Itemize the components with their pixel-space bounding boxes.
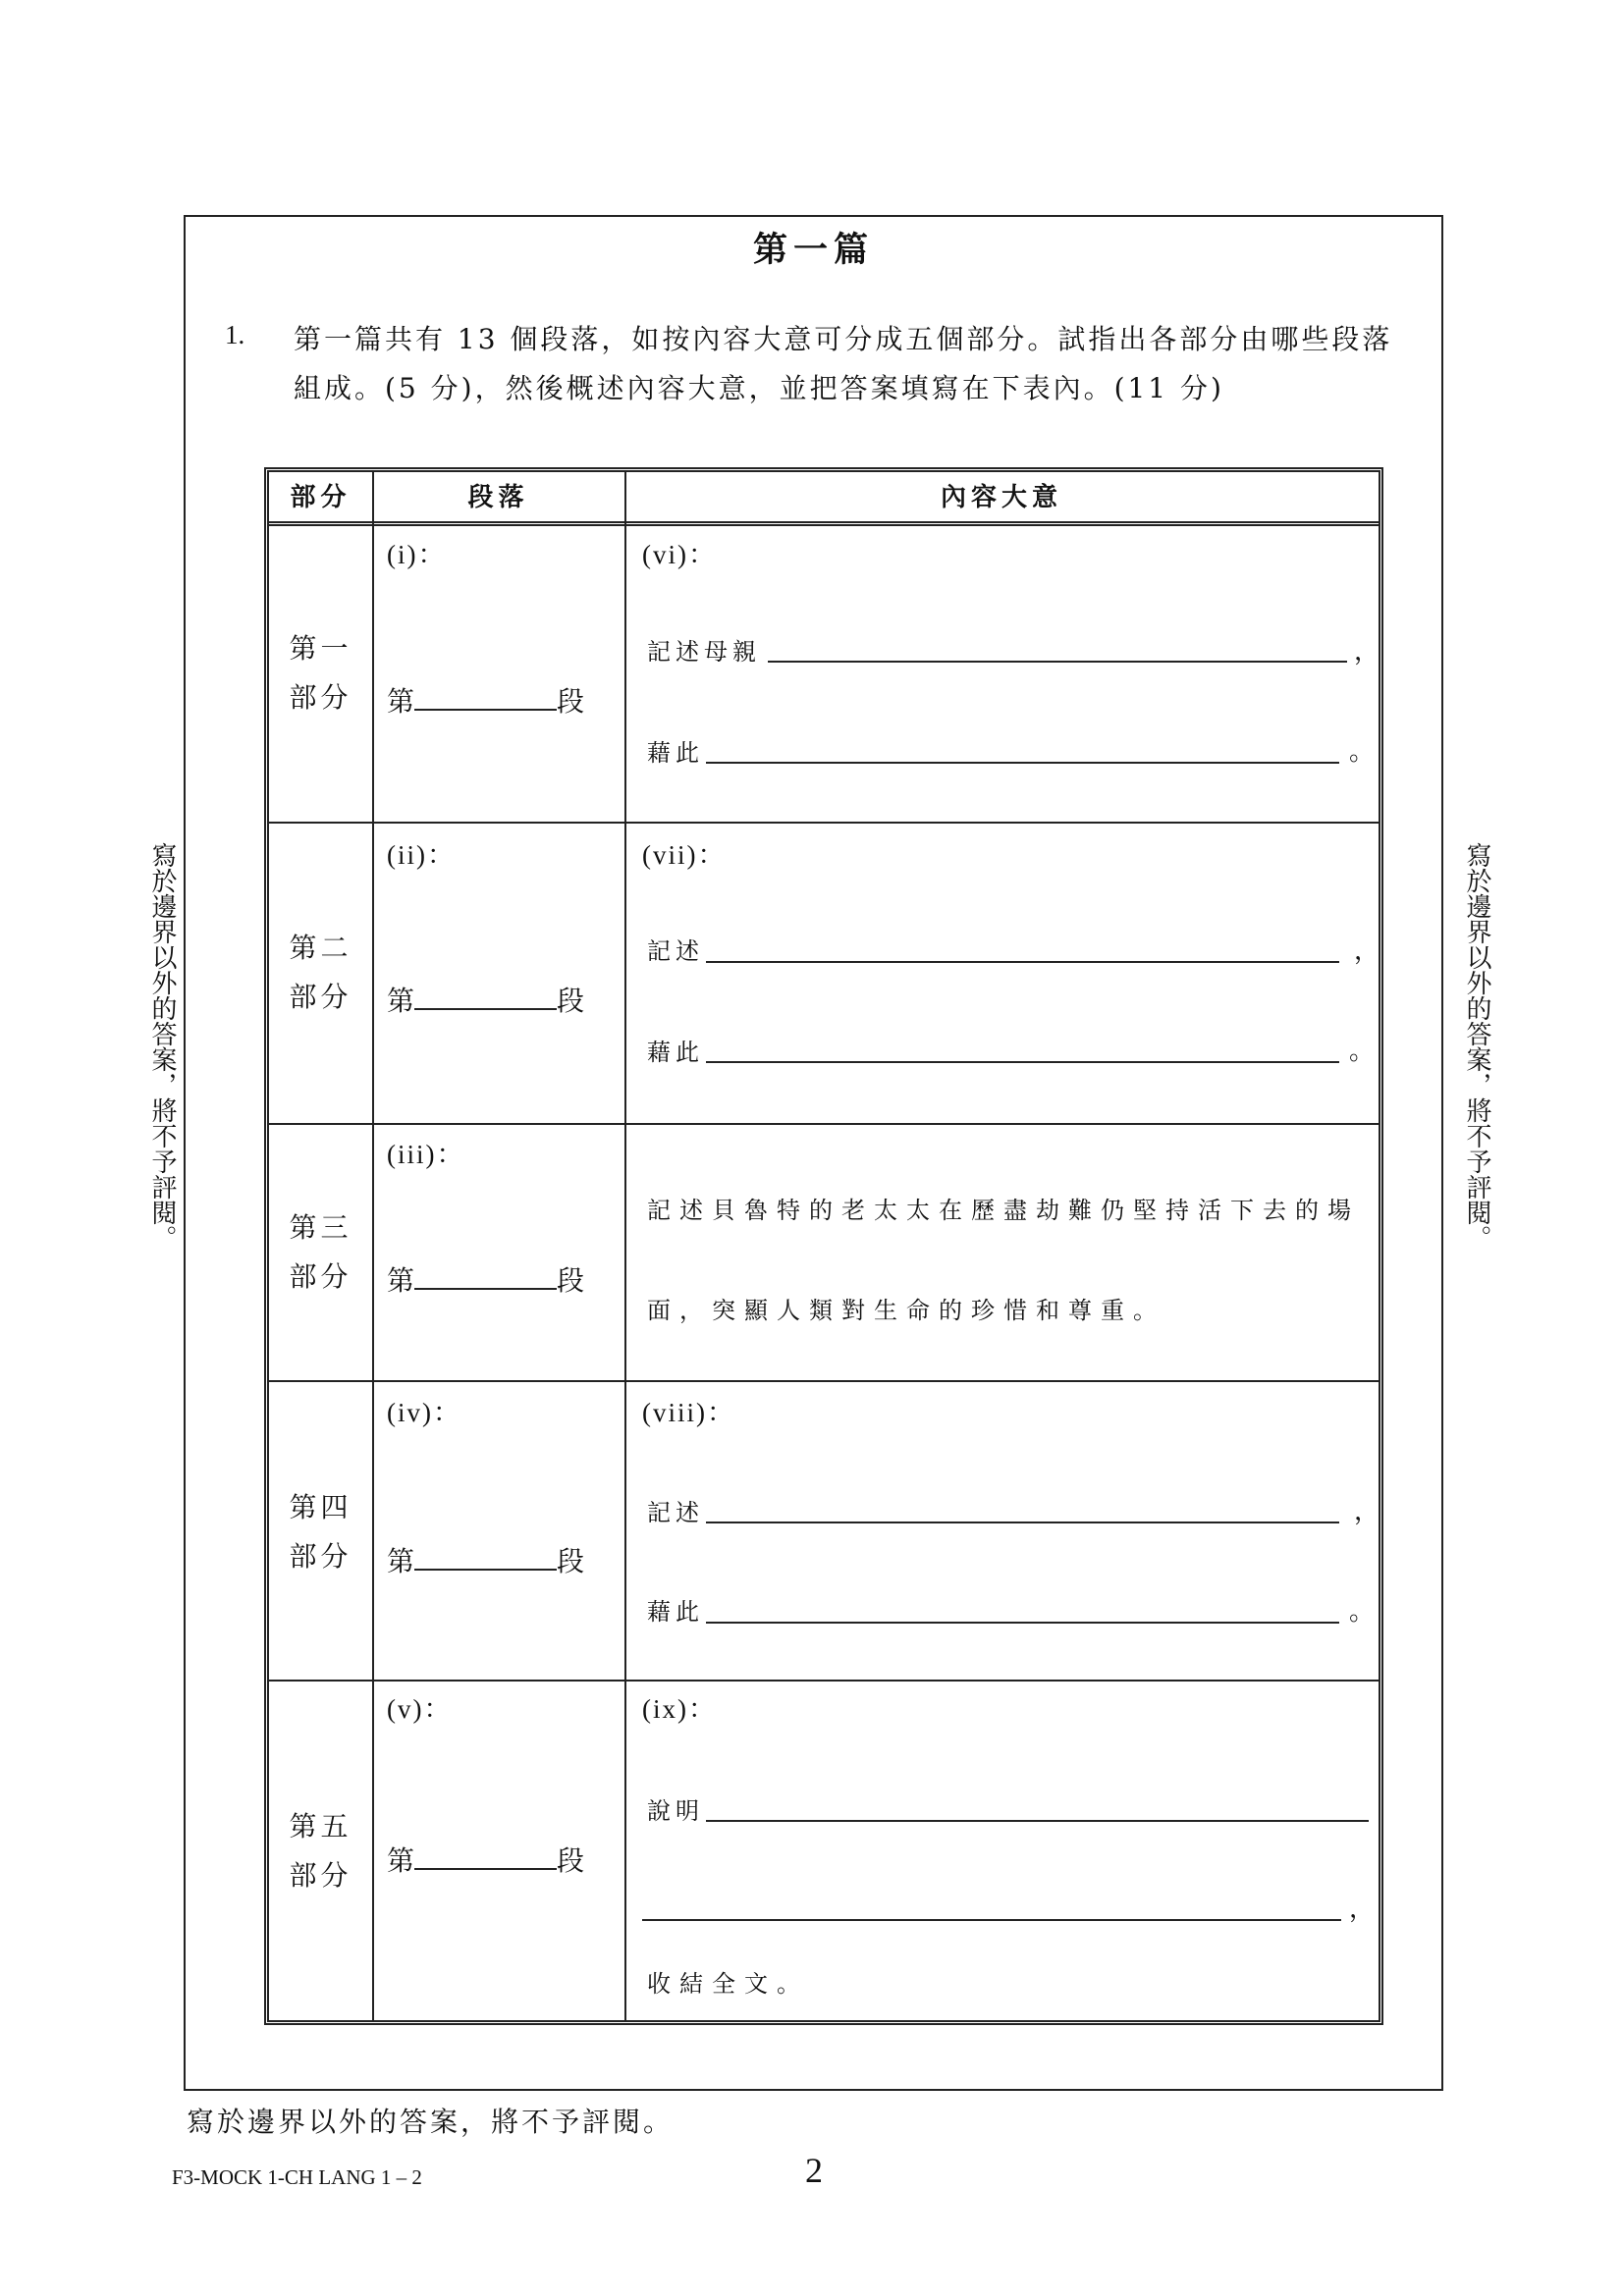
line1-prefix: 記述 [647,1499,704,1526]
question-number: 1. [225,320,245,349]
para-roman: (i)： [387,540,447,569]
line2-prefix: 藉此 [647,1039,704,1066]
line2-prefix: 藉此 [647,1598,704,1626]
line1-end: ， [1354,637,1380,667]
header-content: 內容大意 [940,483,1062,512]
answer-line[interactable] [706,1820,1369,1822]
part-label: 第一 部分 [289,632,352,714]
paragraph-answer [387,1259,584,1299]
para-roman: (ii)： [387,840,456,870]
line1-end: ， [1354,1497,1380,1526]
paragraph-answer [387,1540,584,1579]
answer-line[interactable] [706,1622,1339,1624]
line2-end: 。 [1349,1597,1376,1627]
answer-line[interactable] [706,1522,1339,1523]
line1-prefix: 記述母親 [647,638,761,666]
para-prefix: 第 [387,685,415,718]
para-roman: (v)： [387,1694,453,1724]
line1-prefix: 記述 [647,937,704,965]
part-label: 第四 部分 [289,1491,352,1573]
section-title: 第一篇 [752,231,874,270]
answer-frame [184,215,1443,2091]
paragraph-answer [387,1840,584,1879]
content-roman: (vi)： [642,540,717,569]
para-prefix: 第 [387,1844,415,1877]
bottom-margin-note: 寫於邊界以外的答案，將不予評閱。 [187,2106,675,2138]
para-roman: (iv)： [387,1398,461,1427]
content-roman: (ix)： [642,1694,717,1724]
para-suffix: 段 [557,1545,585,1577]
line2-end: 。 [1349,737,1376,767]
para-suffix: 段 [557,1264,585,1297]
footer-code: F3-MOCK 1-CH LANG 1 – 2 [172,2165,422,2189]
para-suffix: 段 [557,1844,585,1877]
para-prefix: 第 [387,985,415,1017]
header-part: 部分 [290,483,352,512]
line2-end: ， [1349,1895,1376,1924]
part-label: 第二 部分 [289,932,352,1013]
paragraph-blank[interactable] [414,983,557,1010]
line1-end: ， [1354,936,1380,966]
para-roman: (iii)： [387,1140,465,1169]
part-label: 第三 部分 [289,1211,352,1293]
para-prefix: 第 [387,1545,415,1577]
line2-prefix: 藉此 [647,739,704,767]
paragraph-blank[interactable] [414,1262,557,1290]
para-suffix: 段 [557,685,585,718]
content-roman: (vii)： [642,840,727,870]
line1-prefix: 說明 [647,1797,704,1825]
right-margin-note: 寫於邊界以外的答案，將不予評閱。 [1462,842,1491,1251]
left-margin-note: 寫於邊界以外的答案，將不予評閱。 [147,842,177,1251]
paragraph-blank[interactable] [414,683,557,711]
header-paragraph: 段落 [467,483,529,512]
closing-text: 收結全文。 [647,1970,809,1998]
answer-line[interactable] [706,961,1339,963]
answer-line[interactable] [642,1919,1341,1921]
answer-line[interactable] [706,1061,1339,1063]
content-text-line2: 面，突顯人類對生命的珍惜和尊重。 [647,1297,1165,1324]
question-text: 第一篇共有 13 個段落，如按內容大意可分成五個部分。試指出各部分由哪些段落 組成。(5 分)，然後概述內容大意，並把答案填寫在下表內。(11 分) [294,323,1393,404]
para-prefix: 第 [387,1264,415,1297]
paragraph-blank[interactable] [414,1842,557,1870]
paragraph-answer [387,680,584,720]
content-roman: (viii)： [642,1398,735,1427]
answer-line[interactable] [768,661,1347,663]
answer-table [264,467,1383,2025]
content-text-line1: 記述貝魯特的老太太在歷盡劫難仍堅持活下去的場 [647,1197,1360,1224]
line2-end: 。 [1349,1037,1376,1066]
para-suffix: 段 [557,985,585,1017]
paragraph-answer [387,980,584,1019]
part-label: 第五 部分 [289,1810,352,1892]
page-number: 2 [805,2151,823,2190]
answer-line[interactable] [706,762,1339,764]
paragraph-blank[interactable] [414,1543,557,1571]
